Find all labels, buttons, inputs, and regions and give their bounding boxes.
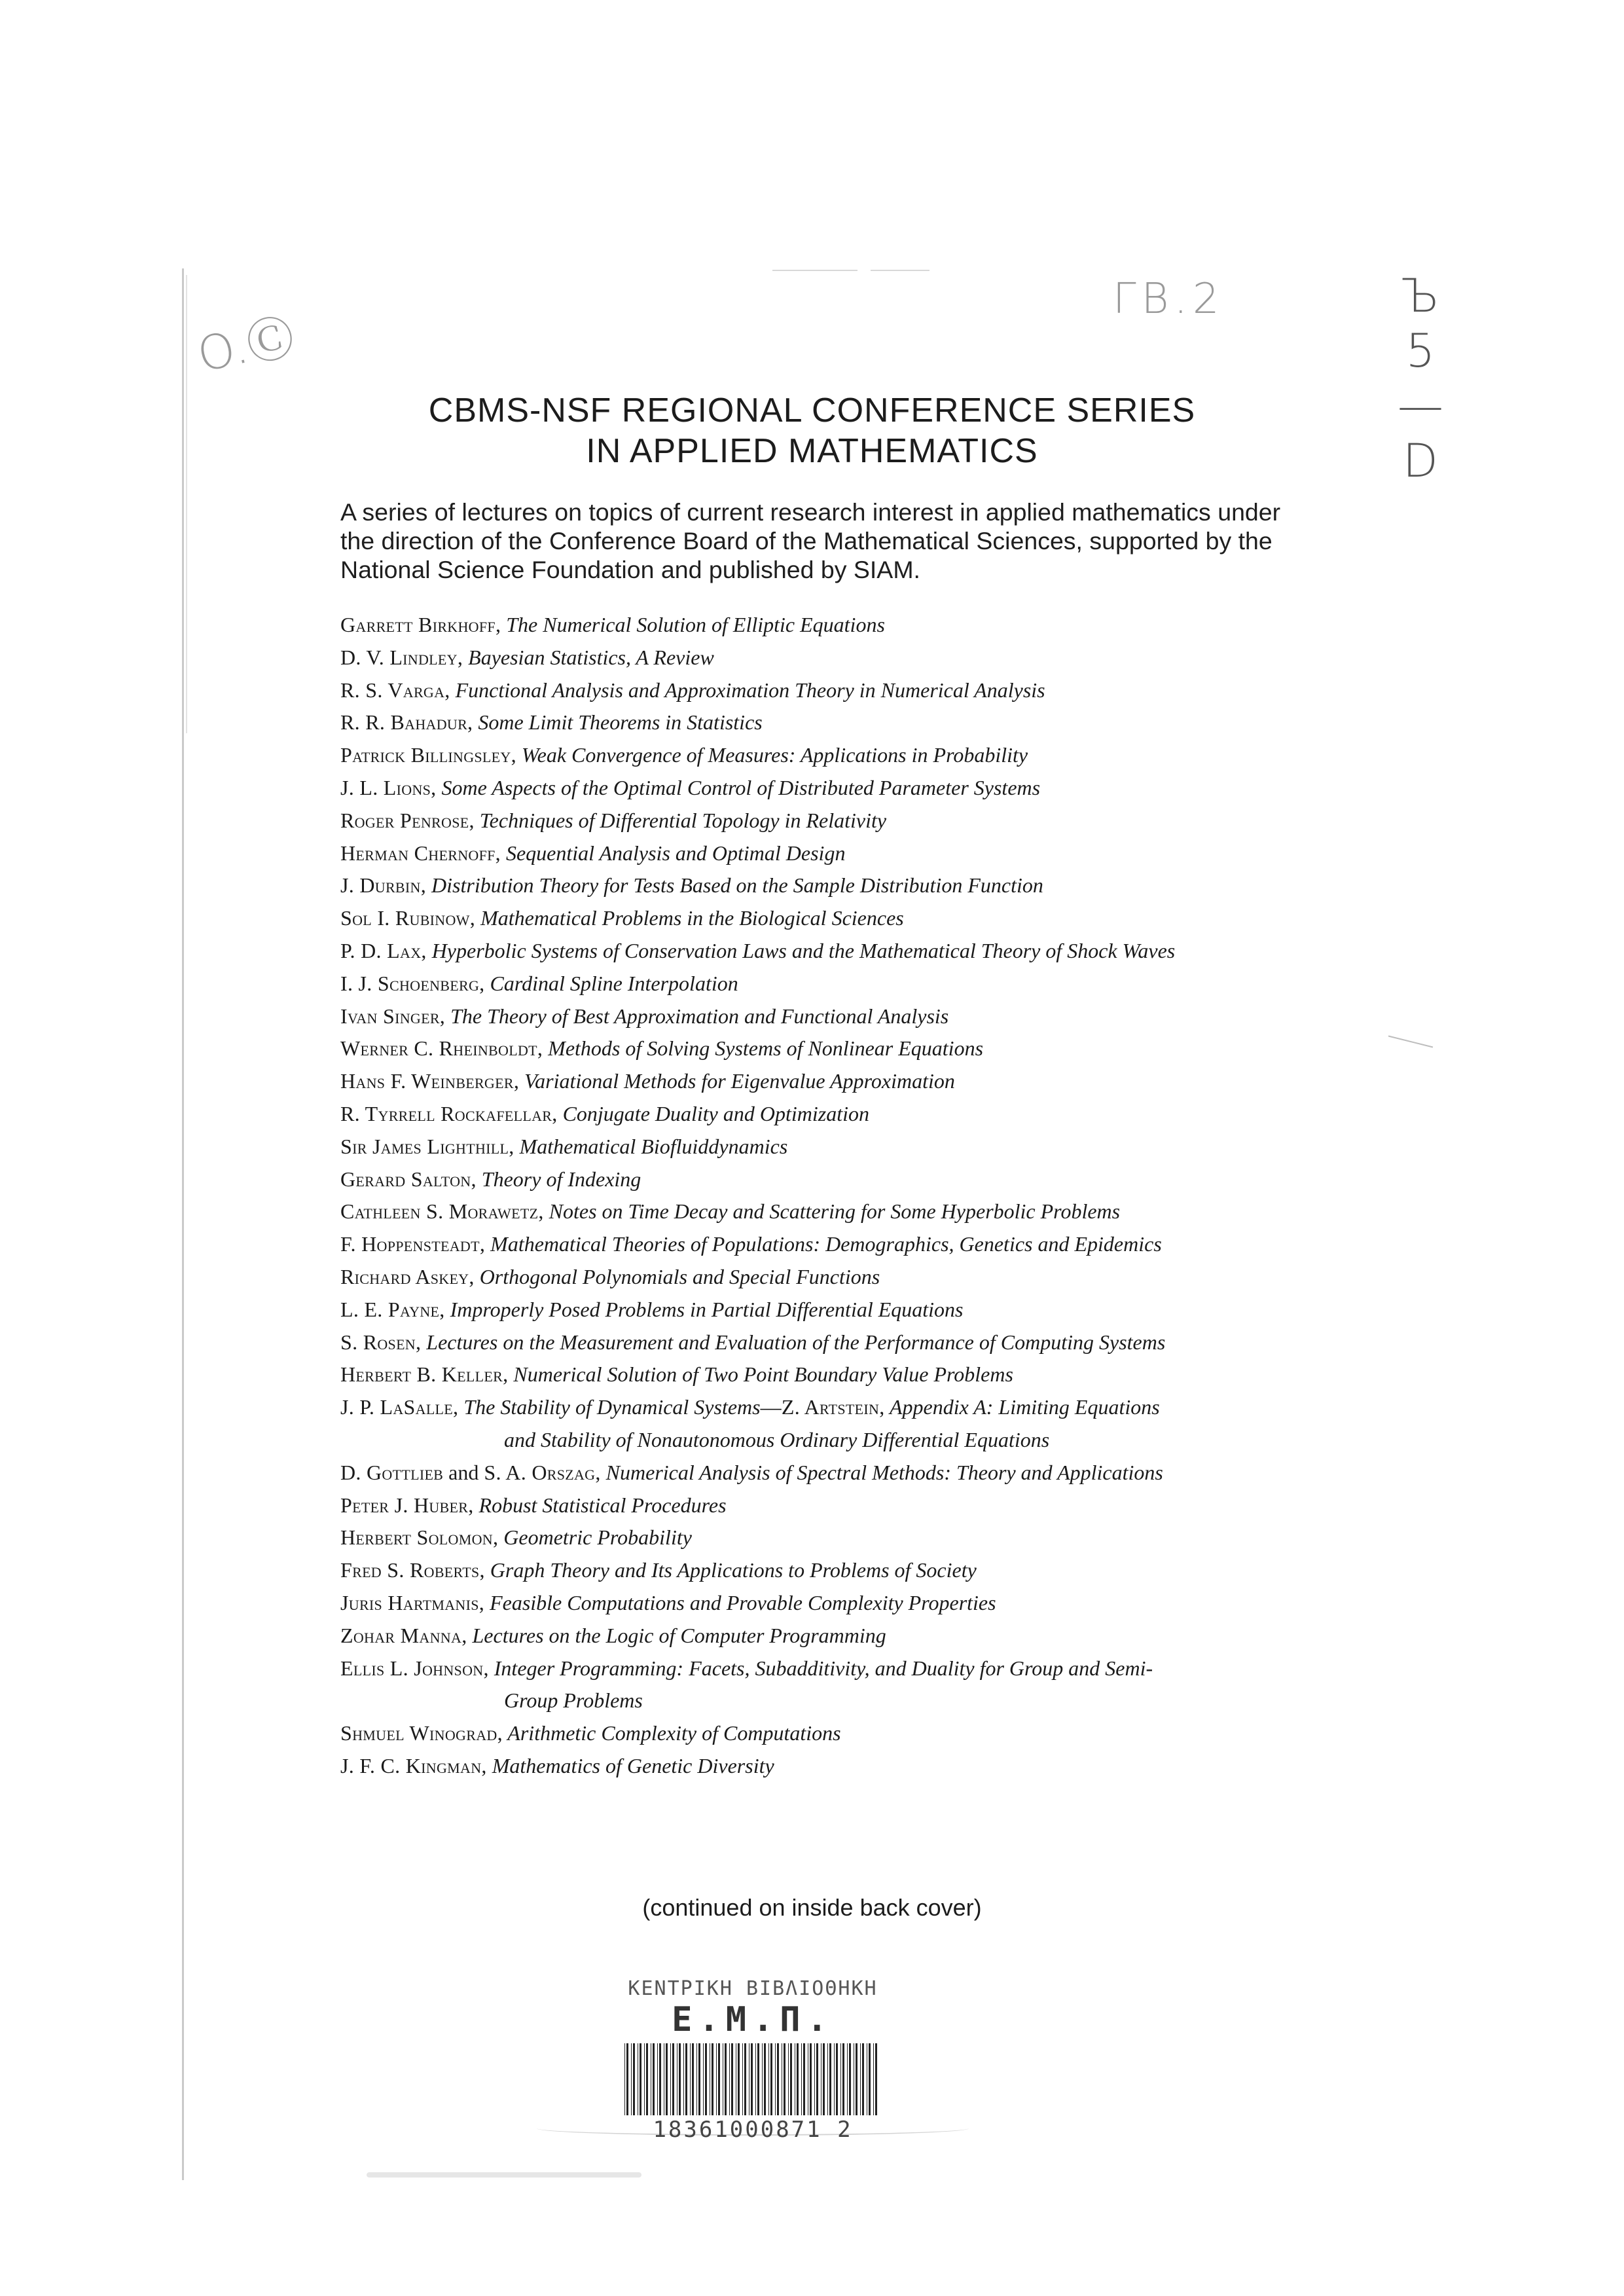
publication-entry [340,837,1322,870]
library-name: KENTPIKH BIBΛIOΘHKH [628,1977,878,2000]
publication-entry [340,1163,1322,1196]
barcode-bar [718,2043,720,2115]
barcode-bar [816,2043,818,2115]
entry-title: Functional Analysis and Approximation Theory in Numerical Analysis [450,678,1045,702]
entry-title: The Numerical Solution of Elliptic Equations [501,613,885,636]
entry-title: Sequential Analysis and Optimal Design [500,841,846,865]
entry-author: R. Tyrrell Rockafellar, [340,1101,558,1125]
barcode-bar [751,2043,753,2115]
publication-entry [340,706,1322,739]
entry-author: F. Hoppensteadt, [340,1232,486,1256]
publication-entry [340,805,1322,837]
barcode-bar [666,2043,668,2115]
barcode-bar [698,2043,700,2115]
publication-entry [340,1522,1322,1554]
publication-entry [340,968,1322,1000]
entry-title: Feasible Computations and Provable Complexity Properties [484,1590,996,1614]
scan-mark [1388,1036,1433,1048]
entry-author: R. R. Bahadur, [340,710,473,735]
barcode-bar [790,2043,792,2115]
entry-author: Patrick Billingsley, [340,743,516,767]
barcode-bar [873,2043,874,2115]
barcode-bar [823,2043,825,2115]
barcode-bar [690,2043,691,2115]
entry-title: Conjugate Duality and Optimization [557,1101,869,1125]
entry-title-continuation: Group Problems [504,1688,643,1713]
barcode-bar [692,2043,694,2115]
entry-title: Weak Convergence of Measures: Applications in Probability [516,743,1028,767]
entry-title: Cardinal Spline Interpolation [484,971,738,995]
barcode-bar [836,2043,838,2115]
entry-author: Sol I. Rubinow, [340,906,476,930]
entry-author: Ellis L. Johnson, [340,1656,489,1680]
entry-title: Hyperbolic Systems of Conservation Laws and the Mathematical Theory of Shock Waves [426,938,1176,962]
publication-entry [340,935,1322,968]
entry-author: D. V. Lindley, [340,645,463,669]
barcode-bar [633,2043,635,2115]
barcode-number: 18361000871 2 [653,2117,853,2143]
publication-entry [340,1000,1322,1033]
publication-entry [340,739,1322,772]
entry-author: L. E. Payne, [340,1297,445,1321]
barcode-bar [731,2043,733,2115]
barcode-bar [770,2043,772,2115]
entry-title: Mathematical Biofluiddynamics [514,1134,788,1158]
barcode-bar [657,2043,658,2115]
scan-smudge [367,2172,641,2178]
entry-author: I. J. Schoenberg, [340,971,485,995]
barcode-bar [762,2043,763,2115]
entry-conjunction: and [443,1460,484,1484]
scan-dash [772,270,857,271]
entry-author: Garrett Birkhoff, [340,613,501,636]
publication-entry [340,1098,1322,1131]
publication-entry [340,1620,1322,1652]
publication-entry [340,1489,1322,1522]
entry-author: J. Durbin, [340,873,427,898]
series-title-line-1: CBMS-NSF REGIONAL CONFERENCE SERIES [428,392,1196,429]
barcode-bar [869,2043,871,2115]
publication-entry [340,1750,1322,1783]
publication-entry [340,1652,1322,1718]
barcode-bar [640,2043,641,2115]
barcode-bar [829,2043,831,2115]
entry-title: Mathematical Problems in the Biological Sciences [475,906,904,930]
barcode-bar [685,2043,687,2115]
barcode-bar [810,2043,812,2115]
barcode-bar [672,2043,674,2115]
series-title [0,390,1624,471]
barcode-bar [775,2043,776,2115]
continued-note: (continued on inside back cover) [642,1894,982,1921]
publication-list [340,609,1322,1783]
entry-title: Numerical Analysis of Spectral Methods: Theory and Applications [600,1460,1163,1484]
entry-author: Peter J. Huber, [340,1493,474,1517]
scan-edge-shadow [186,275,187,733]
entry-title: Mathematical Theories of Populations: Demographics, Genetics and Epidemics [485,1232,1162,1256]
entry-title: Integer Programming: Facets, Subadditivity, and Duality for Group and Semi- [488,1656,1153,1680]
barcode-bar [631,2043,632,2115]
library-stamp [569,1977,936,2143]
barcode-bar [840,2043,841,2115]
barcode-bar [624,2043,625,2115]
publication-entry [340,674,1322,707]
handwritten-char: Ъ [1401,269,1440,323]
entry-title: Theory of Indexing [476,1167,641,1191]
barcode-bar [725,2043,727,2115]
barcode-bar [814,2043,815,2115]
publication-entry [340,1457,1322,1489]
barcode-bar [788,2043,789,2115]
entry-title: Improperly Posed Problems in Partial Differential Equations [444,1297,964,1321]
publication-entry [340,1261,1322,1294]
barcode-bar [626,2043,628,2115]
barcode [622,2043,884,2115]
entry-title: Notes on Time Decay and Scattering for Some Hyperbolic Problems [543,1199,1121,1224]
scan-edge-line [182,268,184,2180]
publication-entry [340,1717,1322,1750]
entry-author: Richard Askey, [340,1264,475,1288]
barcode-bar [860,2043,861,2115]
entry-author: J. F. C. Kingman, [340,1753,487,1777]
publication-entry [340,1358,1322,1391]
publication-entry [340,642,1322,674]
entry-author: Zohar Manna, [340,1623,467,1647]
entry-author: Herman Chernoff, [340,841,501,865]
entry-title: Arithmetic Complexity of Computations [502,1721,841,1745]
entry-author: Werner C. Rheinboldt, [340,1036,543,1061]
entry-coauthor: S. A. Orszag, [484,1460,601,1484]
entry-title: The Theory of Best Approximation and Functional Analysis [445,1004,949,1028]
barcode-bar [875,2043,877,2115]
entry-title: Lectures on the Measurement and Evaluation of the Performance of Computing Systems [421,1330,1166,1354]
publication-entry [340,1065,1322,1098]
entry-title: Lectures on the Logic of Computer Programming [467,1623,886,1647]
series-description: A series of lectures on topics of current research interest in applied mathematics under the direction of the Conference Board of the Mathematical Sciences, supported by the National Science Foundation and published by SIAM. [340,498,1281,583]
barcode-bar [738,2043,740,2115]
barcode-bar [703,2043,704,2115]
entry-author: Herbert Solomon, [340,1525,499,1550]
entry-author: Cathleen S. Morawetz, [340,1199,544,1224]
handwritten-char: — [1398,379,1443,433]
barcode-bar [712,2043,713,2115]
entry-title: Distribution Theory for Tests Based on the Sample Distribution Function [426,873,1043,898]
entry-author: P. D. Lax, [340,938,427,962]
publication-entry [340,1195,1322,1228]
entry-author: Sir James Lighthill, [340,1134,514,1158]
series-title-line-2: IN APPLIED MATHEMATICS [586,432,1038,470]
barcode-bar [797,2043,799,2115]
barcode-bar [683,2043,684,2115]
barcode-bar [801,2043,802,2115]
entry-title: Robust Statistical Procedures [473,1493,727,1517]
entry-title: The Stability of Dynamical Systems [458,1395,761,1419]
barcode-bar [729,2043,730,2115]
handwritten-char: 5 [1405,324,1435,378]
entry-title: Appendix A: Limiting Equations [884,1395,1160,1419]
publication-entry [340,1228,1322,1261]
entry-title: Techniques of Differential Topology in Relativity [474,808,887,832]
entry-author: Fred S. Roberts, [340,1558,485,1582]
entry-title: Variational Methods for Eigenvalue Approximation [519,1069,955,1093]
entry-title: Some Limit Theorems in Statistics [473,710,763,735]
barcode-bar [757,2043,759,2115]
barcode-bar [827,2043,828,2115]
barcode-bar [696,2043,697,2115]
barcode-bar [705,2043,707,2115]
entry-title: Some Aspects of the Optimal Control of Distributed Parameter Systems [436,775,1041,799]
publication-entry [340,902,1322,935]
entry-author: Ivan Singer, [340,1004,446,1028]
entry-author: Herbert B. Keller, [340,1362,509,1387]
publication-entry [340,772,1322,805]
barcode-bar [670,2043,671,2115]
entry-author: D. Gottlieb [340,1460,444,1484]
barcode-bar [764,2043,766,2115]
handwritten-note-top-center: ΓΒ.2 [1113,275,1225,323]
barcode-bar [646,2043,648,2115]
publication-entry [340,1032,1322,1065]
publication-entry [340,1391,1322,1457]
entry-title-continuation: and Stability of Nonautonomous Ordinary Differential Equations [504,1427,1050,1451]
barcode-bar [862,2043,864,2115]
barcode-bar [768,2043,769,2115]
scan-dash [871,270,929,271]
barcode-bar [777,2043,779,2115]
barcode-bar [744,2043,746,2115]
entry-title: Bayesian Statistics, A Review [463,645,714,669]
entry-coauthor: —Z. Artstein, [760,1395,885,1419]
entry-author: R. S. Varga, [340,678,450,702]
barcode-bar [644,2043,645,2115]
entry-author: Gerard Salton, [340,1167,477,1191]
handwritten-note-top-left: O.Ⓒ [192,308,300,383]
barcode-bar [679,2043,681,2115]
publication-entry [340,869,1322,902]
publication-entry [340,1131,1322,1163]
entry-title: Numerical Solution of Two Point Boundary Value Problems [508,1362,1013,1387]
publication-entry [340,1587,1322,1620]
barcode-bar [659,2043,661,2115]
barcode-bar [755,2043,756,2115]
handwritten-char: D [1403,434,1438,488]
barcode-bar [653,2043,655,2115]
publication-entry [340,1294,1322,1326]
barcode-bar [856,2043,857,2115]
entry-author: Juris Hartmanis, [340,1590,485,1614]
entry-title: Orthogonal Polynomials and Special Functions [474,1264,880,1288]
barcode-bar [847,2043,848,2115]
publication-entry [340,609,1322,642]
entry-author: S. Rosen, [340,1330,422,1354]
entry-title: Graph Theory and Its Applications to Problems of Society [484,1558,977,1582]
entry-author: Shmuel Winograd, [340,1721,503,1745]
barcode-bar [784,2043,785,2115]
barcode-bar [834,2043,835,2115]
entry-author: Roger Penrose, [340,808,475,832]
entry-title: Methods of Solving Systems of Nonlinear Equations [543,1036,984,1061]
barcode-bar [849,2043,851,2115]
publication-entry [340,1326,1322,1359]
barcode-bar [742,2043,743,2115]
entry-title: Mathematics of Genetic Diversity [486,1753,774,1777]
entry-author: J. L. Lions, [340,775,437,799]
entry-author: J. P. LaSalle, [340,1395,459,1419]
publication-entry [340,1554,1322,1587]
barcode-bar [803,2043,805,2115]
barcode-bar [842,2043,844,2115]
entry-title: Geometric Probability [498,1525,692,1550]
entry-author: Hans F. Weinberger, [340,1069,520,1093]
barcode-bar [716,2043,717,2115]
library-abbrev: E.M.Π. [672,2000,834,2039]
